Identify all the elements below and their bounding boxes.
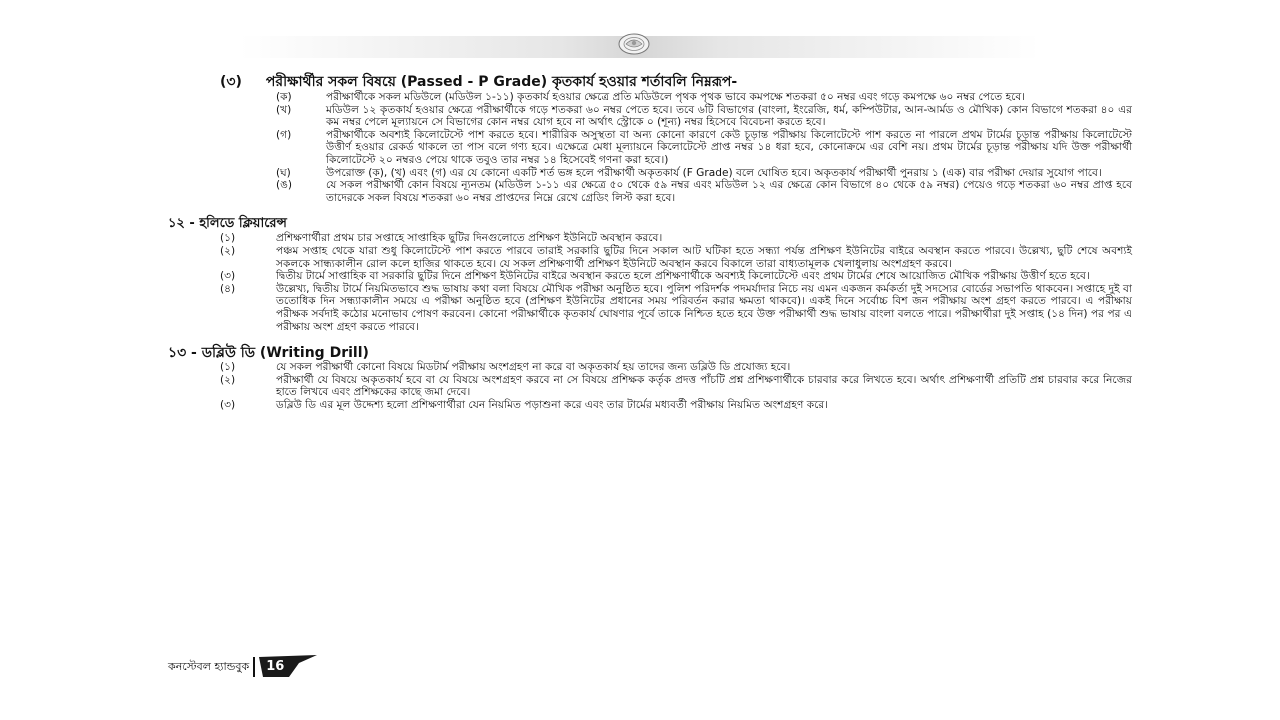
item-text: প্রশিক্ষণার্থীরা প্রথম চার সপ্তাহে সাপ্তাহিক ছুটির দিনগুলোতে প্রশিক্ষণ ইউনিটে অবস্থান করবে। xyxy=(276,232,663,245)
section-12-heading: ১২ - হলিডে ক্লিয়ারেন্স xyxy=(168,216,287,232)
item-text: পঞ্চম সপ্তাহ থেকে যারা শুধু কিলোটেস্টে পাশ করতে পারবে তারাই সরকারি ছুটির দিনে সকাল আট ঘটিকা হতে সন্ধ্যা পর্যন্ত প্রশিক্ষণ ইউনিটের বাইরে অবস্থান করতে পারবে। উল্লেখ্য, ছুটি শেষে অবশ্যই সকলকে সান্ধ্যকালীন রোল কলে হাজির থাকতে হবে। যে সকল প্রশিক্ষণার্থী প্রশিক্ষণ ইউনিটে অবস্থান করবে বিকালে তারা বাধ্যতামূলক খেলাধুলায় অংশগ্রহণ করবে। xyxy=(276,244,1132,270)
item-text: যে সকল পরীক্ষার্থী কোনো বিষয়ে মিডটার্ম পরীক্ষায় অংশগ্রহণ না করে বা অকৃতকার্য হয় তাদের জন্য ডব্লিউ ডি প্রযোজ্য হবে। xyxy=(276,361,791,374)
list-item xyxy=(276,104,1132,129)
item-number: (ঘ) xyxy=(276,166,291,179)
list-item xyxy=(276,167,1132,180)
page-footer xyxy=(168,655,321,679)
item-number: (১) xyxy=(220,232,236,245)
section-12-list xyxy=(220,232,1132,333)
list-item xyxy=(220,283,1132,333)
item-number: (১) xyxy=(220,361,236,374)
item-number: (৪) xyxy=(220,282,236,295)
item-number: (৩) xyxy=(220,398,236,411)
item-text: পরীক্ষার্থী যে বিষয়ে অকৃতকার্য হবে বা যে বিষয়ে অংশগ্রহণ করবে না সে বিষয়ে প্রশিক্ষক কর্তৃক প্রদত্ত পাঁচটি প্রশ্ন প্রশিক্ষণার্থীকে চারবার করে লিখতে হবে। অর্থাৎ প্রশিক্ষণার্থী প্রতিটি প্রশ্ন চারবার করে নিজের হাতে লিখবে এবং প্রশিক্ষকের কাছে জমা দেবে। xyxy=(276,373,1132,399)
page-number: 16 xyxy=(266,659,285,674)
item-text: মডিউল ১২ কৃতকার্য হওয়ার ক্ষেত্রে পরীক্ষার্থীকে গড়ে শতকরা ৬০ নম্বর পেতে হবে। তবে ৬টি বিভাগের (বাংলা, ইংরেজি, ধর্ম, কম্পিউটার, আন-আর্মড ও মৌখিক) কোন বিভাগে শতকরা ৪০ এর কম নম্বর পেলে মূল্যায়নে সে বিভাগের কোন নম্বর যোগ হবে না অর্থাৎ স্ট্রোকে ০ (শূন্য) নম্বর হিসেবে বিবেচনা করতে হবে। xyxy=(326,103,1132,129)
book-title: কনস্টেবল হ্যান্ডবুক xyxy=(168,659,250,673)
list-item xyxy=(276,129,1132,167)
list-item xyxy=(220,232,1132,245)
item-text: পরীক্ষার্থীকে সকল মডিউলে (মডিউল ১-১১) কৃতকার্য হওয়ার ক্ষেত্রে প্রতি মডিউলে পৃথক পৃথক ভাবে কমপক্ষে শতকরা ৫০ নম্বর এবং গড়ে কমপক্ষে ৬০ নম্বর পেতে হবে। xyxy=(326,91,1026,103)
item-text: যে সকল পরীক্ষার্থী কোন বিষয়ে ন্যূনতম (মডিউল ১-১১ এর ক্ষেত্রে ৫০ থেকে ৫৯ নম্বর এবং মডিউল ১২ এর ক্ষেত্রে কোন বিভাগে ৪০ থেকে ৫৯ নম্বর) পেয়েও গড়ে শতকরা ৬০ নম্বর প্রাপ্ত হবে তাদেরকে সকল বিষয়ে শতকরা ৬০ নম্বর প্রাপ্তদের নিম্নে রেখে গ্রেডিং লিস্ট করা হবে। xyxy=(326,179,1132,204)
item-number: (ক) xyxy=(276,91,292,103)
section-13 xyxy=(168,345,1132,411)
section-3-title xyxy=(220,74,1132,91)
item-number: (৩) xyxy=(220,270,236,283)
section-3-list xyxy=(276,91,1132,204)
list-item xyxy=(220,361,1132,374)
list-item xyxy=(220,245,1132,270)
item-text: উপরোক্ত (ক), (খ) এবং (গ) এর যে কোনো একটি শর্ত ভঙ্গ হলে পরীক্ষার্থী অকৃতকার্য (F Grade) বলে ঘোষিত হবে। অকৃতকার্য পরীক্ষার্থী পুনরায় ১ (এক) বার পরীক্ষা দেয়ার সুযোগ পাবে। xyxy=(326,166,1102,179)
item-number: (গ) xyxy=(276,128,292,141)
item-text: উল্লেখ্য, দ্বিতীয় টার্মে নিয়মিতভাবে শুদ্ধ ভাষায় কথা বলা বিষয়ে মৌখিক পরীক্ষা অনুষ্ঠিত হবে। পুলিশ পরিদর্শক পদমর্যাদার নিচে নয় এমন একজন কর্মকর্তা দুই সদস্যের বোর্ডের সভাপতি থাকবেন। সপ্তাহে দুই বা ততোধিক দিন সন্ধ্যাকালীন সময়ে এ পরীক্ষা অনুষ্ঠিত হবে (প্রশিক্ষণ ইউনিটের প্রধানের সময় পরিবর্তন করার ক্ষমতা থাকবে)। একই দিনে সর্বোচ্চ বিশ জন পরীক্ষায় অংশ গ্রহণ করতে পারবে। এ পরীক্ষায় পরীক্ষক সর্বদাই কঠোর মনোভাব পোষণ করবেন। কোনো পরীক্ষার্থীকে কৃতকার্য ঘোষণার পূর্বে তাকে নিশ্চিত হতে হবে উক্ত পরীক্ষার্থী শুদ্ধ ভাষায় বাংলা বলতে পারে। পরীক্ষার্থীরা দুই সপ্তাহ (১৪ দিন) পর পর এ পরীক্ষায় অংশ গ্রহণ করতে পারবে। xyxy=(276,282,1132,333)
section-3-number: (৩) xyxy=(220,74,242,90)
item-number: (২) xyxy=(220,373,236,386)
list-item xyxy=(220,270,1132,283)
document-body xyxy=(168,74,1132,411)
footer-divider xyxy=(253,657,255,677)
police-emblem-icon xyxy=(617,31,651,55)
section-13-list xyxy=(220,361,1132,411)
item-number: (ঙ) xyxy=(276,179,293,192)
section-13-heading: ১৩ - ডব্লিউ ডি (Writing Drill) xyxy=(168,345,369,362)
item-number: (২) xyxy=(220,244,236,257)
section-3-heading: পরীক্ষার্থীর সকল বিষয়ে (Passed - P Grade) কৃতকার্য হওয়ার শর্তাবলি নিম্নরূপ- xyxy=(265,74,738,90)
list-item xyxy=(220,399,1132,412)
page-number-badge xyxy=(259,655,321,679)
list-item xyxy=(276,91,1132,104)
list-item xyxy=(276,179,1132,204)
item-text: দ্বিতীয় টার্মে সাপ্তাহিক বা সরকারি ছুটির দিনে প্রশিক্ষণ ইউনিটের বাইরে অবস্থান করতে হলে প্রশিক্ষণার্থীকে অবশ্যই কিলোটেস্টে এবং প্রথম টার্মের শেষে আয়োজিত মৌখিক পরীক্ষায় উত্তীর্ণ হতে হবে। xyxy=(276,270,1090,283)
item-text: ডব্লিউ ডি এর মূল উদ্দেশ্য হলো প্রশিক্ষণার্থীরা যেন নিয়মিত পড়াশুনা করে এবং তার টার্মের মধ্যবর্তী পরীক্ষায় নিয়মিত অংশগ্রহণ করে। xyxy=(276,398,829,411)
list-item xyxy=(220,374,1132,399)
item-number: (খ) xyxy=(276,103,292,116)
section-12 xyxy=(168,216,1132,333)
item-text: পরীক্ষার্থীকে অবশ্যই কিলোটেস্টে পাশ করতে হবে। শারীরিক অসুস্থতা বা অন্য কোনো কারণে কেউ চূড়ান্ত পরীক্ষায় কিলোটেস্টে পাশ করতে না পারলে প্রথম টার্মের চূড়ান্ত পরীক্ষায় কিলোটেস্টে উত্তীর্ণ হওয়ার রেকর্ড থাকলে তা পাস বলে গণ্য হবে। এক্ষেত্রে মেধা মূল্যায়নে কিলোটেস্টে প্রাপ্ত নম্বর ১৪ ধরা হবে, কোনোক্রমে এর বেশি নয়। প্রথম টার্মের চূড়ান্ত পরীক্ষায় যদি উক্ত পরীক্ষার্থী কিলোটেস্টে ২০ নম্বরও পেয়ে থাকে তবুও তার নম্বর ১৪ হিসেবেই গণনা করা হবে।) xyxy=(326,128,1132,166)
